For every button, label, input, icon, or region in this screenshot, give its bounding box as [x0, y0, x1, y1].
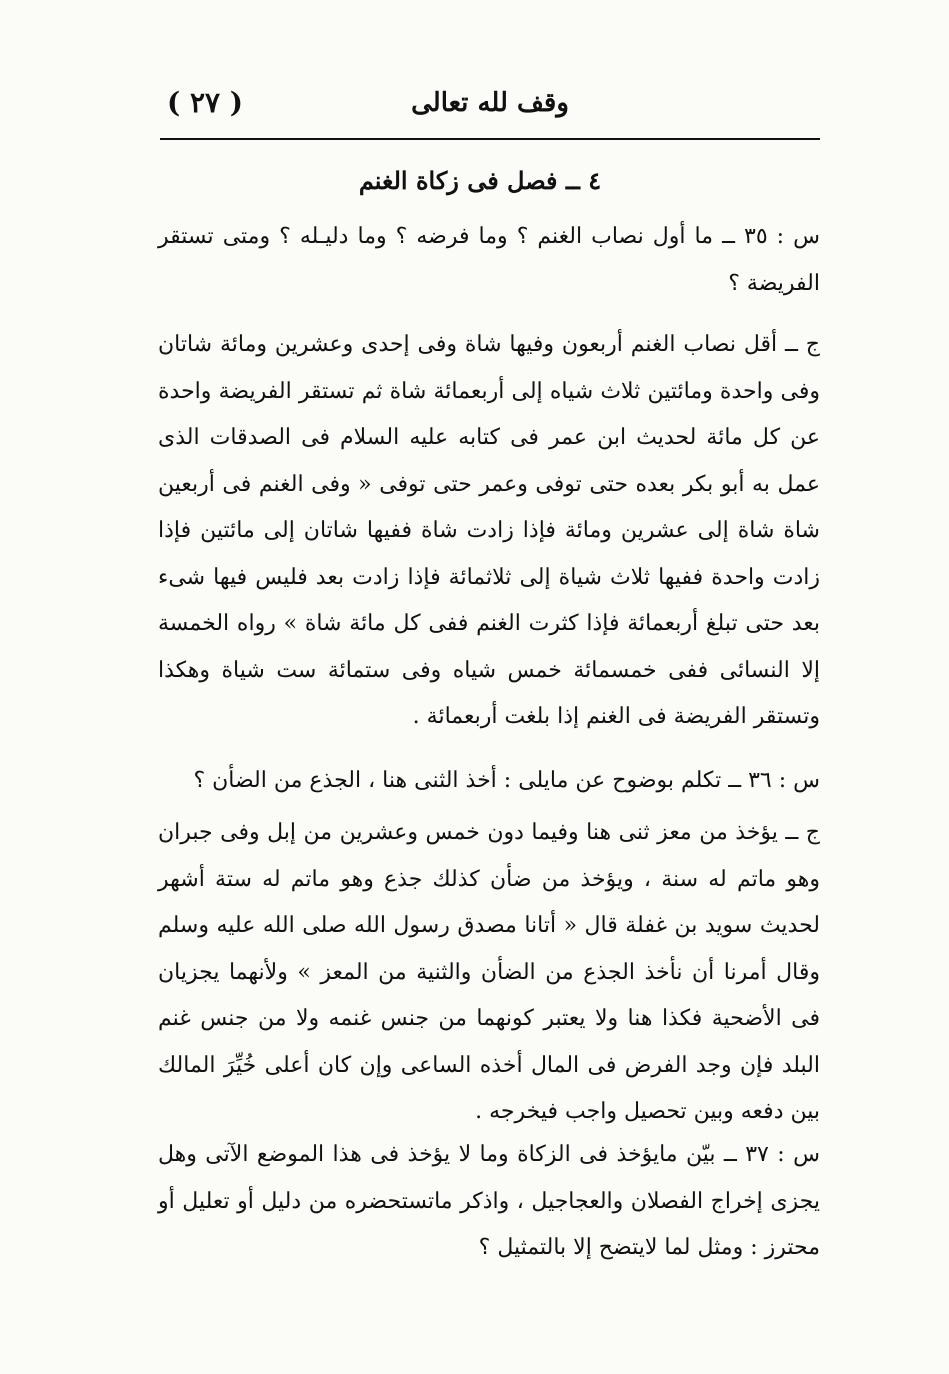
answer-36: [158, 810, 820, 1136]
question-36: [158, 758, 820, 805]
answer-35: [158, 322, 820, 741]
answer-35-text: ج ــ أقل نصاب الغنم أربعون وفيها شاة وفى إحدى وعشرين ومائة شاتان وفى واحدة ومائتين ثلاث شياه إلى أربعمائة شاة ثم تستقر الفريضة واحدة عن كل مائة لحديث ابن عمر فى كتابه عليه السلام فى الصدقات الذى عمل به أبو بكر بعده حتى توفى وعمر حتى توفى « وفى الغنم فى أربعين شاة شاة إلى عشرين ومائة فإذا زادت شاة ففيها شاتان إلى مائتين فإذا زادت واحدة ففيها ثلاث شياة إلى ثلاثمائة فإذا زادت بعد فليس فيها شىء بعد حتى تبلغ أربعمائة فإذا كثرت الغنم ففى كل مائة شاة » رواه الخمسة إلا النسائى ففى خمسمائة خمس شياه وفى ستمائة ست شياة وهكذا وتستقر الفريضة فى الغنم إذا بلغت أربعمائة .: [158, 332, 821, 729]
question-37-text: س : ٣٧ ــ بيّن مايؤخذ فى الزكاة وما لا يؤخذ فى هذا الموضع الآتى وهل يجزى إخراج الفصلان والعجاجيل ، واذكر ماتستحضره من دليل أو تعليل أو محترز : ومثل لما لايتضح إلا بالتمثيل ؟: [158, 1142, 820, 1260]
page-header-title: وقف لله تعالى: [411, 88, 569, 118]
answer-36-text: ج ــ يؤخذ من معز ثنى هنا وفيما دون خمس وعشرين من إبل وفى جبران وهو ماتم له سنة ، ويؤخذ من ضأن كذلك جذع وهو ماتم له ستة أشهر لحديث سويد بن غفلة قال « أتانا مصدق رسول الله صلى الله عليه وسلم وقال أمرنا أن نأخذ الجذع من الضأن والثنية من المعز » ولأنهما يجزيان فى الأضحية فكذا هنا ولا يعتبر كونهما من جنس غنمه ولا من جنس غنم البلد فإن وجد الفرض فى المال أخذه الساعى وإن كان أعلى خُيِّرَ المالك بين دفعه وبين تحصيل واجب فيخرجه .: [158, 820, 820, 1124]
page-number: ( ٢٧ ): [166, 86, 244, 119]
header-divider: [160, 138, 820, 140]
question-35-text: س : ٣٥ ــ ما أول نصاب الغنم ؟ وما فرضه ؟ وما دليـله ؟ ومتى تستقر الفريضة ؟: [158, 224, 820, 296]
section-title: ٤ ــ فصل فى زكاة الغنم: [358, 166, 602, 195]
question-37: [158, 1132, 820, 1272]
question-35: [158, 214, 820, 307]
question-36-text: س : ٣٦ ــ تكلم بوضوح عن مايلى : أخذ الثنى هنا ، الجذع من الضأن ؟: [193, 768, 820, 793]
